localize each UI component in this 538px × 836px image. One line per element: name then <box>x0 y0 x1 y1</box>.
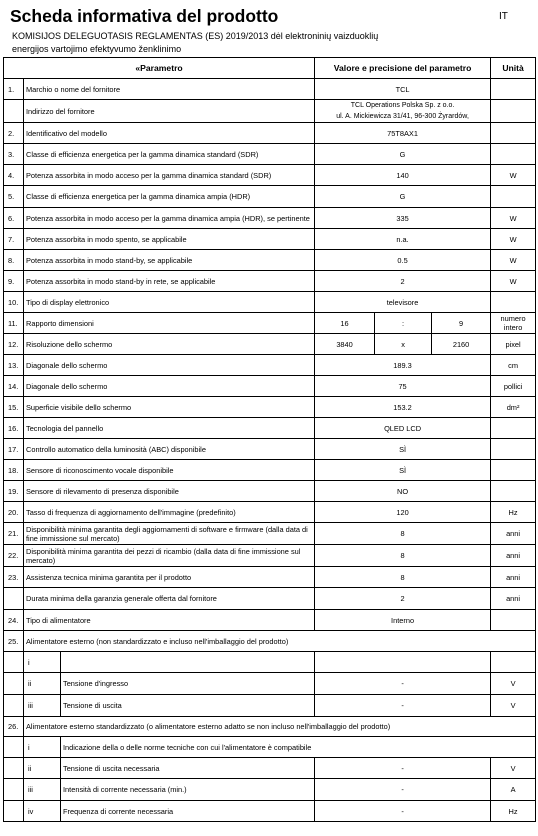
sub-label: Intensità di corrente necessaria (min.) <box>61 779 315 801</box>
sub-value <box>315 652 491 673</box>
row-unit <box>491 610 536 631</box>
table-row <box>4 610 536 631</box>
row-label: Identificativo del modello <box>24 123 315 144</box>
row-value: SÌ <box>315 460 491 481</box>
blank-cell <box>4 673 24 695</box>
table-row <box>4 717 536 737</box>
sub-label: Indicazione della o delle norme tecniche con cui l'alimentatore è compatibile <box>61 737 536 758</box>
row-value: G <box>315 144 491 165</box>
table-row <box>4 165 536 186</box>
row-number: 26. <box>4 717 24 737</box>
row-unit: anni <box>491 588 536 610</box>
table-row <box>4 801 536 822</box>
table-row <box>4 523 536 545</box>
row-unit: cm <box>491 355 536 376</box>
row-number: 13. <box>4 355 24 376</box>
row-label: Durata minima della garanzia generale offerta dal fornitore <box>24 588 315 610</box>
blank-cell <box>4 801 24 822</box>
sub-value: - <box>315 801 491 822</box>
row-label: Tipo di alimentatore <box>24 610 315 631</box>
row-number: 3. <box>4 144 24 165</box>
row-number: 14. <box>4 376 24 397</box>
row-unit <box>491 481 536 502</box>
row-value: 120 <box>315 502 491 523</box>
header-parametro: «Parametro <box>4 58 315 79</box>
table-row <box>4 186 536 208</box>
row-unit <box>491 186 536 208</box>
row-number: 9. <box>4 271 24 292</box>
row-unit <box>491 418 536 439</box>
sub-label: Frequenza di corrente necessaria <box>61 801 315 822</box>
sub-label: Tensione d'ingresso <box>61 673 315 695</box>
table-row <box>4 397 536 418</box>
row-unit: W <box>491 250 536 271</box>
product-info-table <box>3 57 536 822</box>
row-label: Classe di efficienza energetica per la gamma dinamica ampia (HDR) <box>24 186 315 208</box>
row-unit <box>491 292 536 313</box>
row-unit: numero intero <box>491 313 536 334</box>
row-value: Interno <box>315 610 491 631</box>
table-row <box>4 292 536 313</box>
table-row <box>4 208 536 229</box>
row-label: Rapporto dimensioni <box>24 313 315 334</box>
table-row <box>4 144 536 165</box>
row-unit <box>491 79 536 100</box>
row-number: 1. <box>4 79 24 100</box>
row-number <box>4 588 24 610</box>
blank-cell <box>4 758 24 779</box>
table-row <box>4 79 536 100</box>
row-value: SÌ <box>315 439 491 460</box>
row-number: 2. <box>4 123 24 144</box>
row-value: 2 <box>315 271 491 292</box>
table-row <box>4 229 536 250</box>
row-unit <box>491 460 536 481</box>
row-label: Potenza assorbita in modo spento, se applicabile <box>24 229 315 250</box>
row-number: 23. <box>4 567 24 588</box>
row-value: 0.5 <box>315 250 491 271</box>
table-row <box>4 334 536 355</box>
row-value: G <box>315 186 491 208</box>
section-label: Alimentatore esterno (non standardizzato e incluso nell'imballaggio del prodotto) <box>24 631 536 652</box>
sub-numeral: iii <box>24 779 61 801</box>
row-unit: W <box>491 165 536 186</box>
row-label: Controllo automatico della luminosità (ABC) disponibile <box>24 439 315 460</box>
row-unit: Hz <box>491 502 536 523</box>
row-number: 19. <box>4 481 24 502</box>
sub-unit: Hz <box>491 801 536 822</box>
table-row <box>4 123 536 144</box>
row-value: 8 <box>315 567 491 588</box>
row-value: 140 <box>315 165 491 186</box>
value-part-1: 3840 <box>315 334 375 355</box>
row-label: Superficie visibile dello schermo <box>24 397 315 418</box>
header-valore: Valore e precisione del parametro <box>315 58 491 79</box>
value-separator: : <box>375 313 432 334</box>
row-number: 6. <box>4 208 24 229</box>
sub-value: - <box>315 673 491 695</box>
row-label: Potenza assorbita in modo acceso per la gamma dinamica ampia (HDR), se pertinente <box>24 208 315 229</box>
row-unit: pollici <box>491 376 536 397</box>
row-value: 75T8AX1 <box>315 123 491 144</box>
row-number: 10. <box>4 292 24 313</box>
table-header-row <box>4 58 536 79</box>
sub-label: Tensione di uscita <box>61 695 315 717</box>
row-value: 335 <box>315 208 491 229</box>
row-value: n.a. <box>315 229 491 250</box>
row-unit <box>491 439 536 460</box>
table-row <box>4 588 536 610</box>
row-label: Tasso di frequenza di aggiornamento dell'immagine (predefinito) <box>24 502 315 523</box>
row-label: Assistenza tecnica minima garantita per il prodotto <box>24 567 315 588</box>
sub-unit <box>491 652 536 673</box>
table-row <box>4 631 536 652</box>
row-number <box>4 100 24 123</box>
row-label: Sensore di rilevamento di presenza disponibile <box>24 481 315 502</box>
regulation-subtitle: KOMISIJOS DELEGUOTASIS REGLAMENTAS (ES) 2019/2013 dėl elektroninių vaizduoklių energijos vartojimo efektyvumo ženklinimo <box>12 31 379 54</box>
sub-numeral: iii <box>24 695 61 717</box>
row-unit: dm² <box>491 397 536 418</box>
row-unit: anni <box>491 567 536 588</box>
row-label: Risoluzione dello schermo <box>24 334 315 355</box>
row-value: 8 <box>315 545 491 567</box>
table-row <box>4 481 536 502</box>
row-value: TCL <box>315 79 491 100</box>
row-number: 4. <box>4 165 24 186</box>
table-row <box>4 779 536 801</box>
sub-numeral: ii <box>24 673 61 695</box>
row-value: 2 <box>315 588 491 610</box>
row-value: 8 <box>315 523 491 545</box>
row-label: Disponibilità minima garantita dei pezzi di ricambio (dalla data di fine immissione sul mercato) <box>24 545 315 567</box>
address-line-1: TCL Operations Polska Sp. z o.o. <box>350 102 455 109</box>
value-part-2: 9 <box>432 313 491 334</box>
header-unita: Unità <box>491 58 536 79</box>
row-label: Tipo di display elettronico <box>24 292 315 313</box>
table-row <box>4 439 536 460</box>
supplier-address <box>315 100 491 123</box>
table-row <box>4 502 536 523</box>
row-number: 25. <box>4 631 24 652</box>
blank-cell <box>4 652 24 673</box>
row-value: NO <box>315 481 491 502</box>
row-value: televisore <box>315 292 491 313</box>
value-part-1: 16 <box>315 313 375 334</box>
row-number: 17. <box>4 439 24 460</box>
row-label: Sensore di riconoscimento vocale disponibile <box>24 460 315 481</box>
sub-numeral: iv <box>24 801 61 822</box>
row-unit <box>491 100 536 123</box>
row-value: 153.2 <box>315 397 491 418</box>
row-number: 20. <box>4 502 24 523</box>
row-unit: W <box>491 229 536 250</box>
table-row <box>4 355 536 376</box>
table-row <box>4 673 536 695</box>
row-label: Disponibilità minima garantita degli aggiornamenti di software e firmware (dalla data di fine immissione sul mercato) <box>24 523 315 545</box>
row-number: 18. <box>4 460 24 481</box>
row-label: Diagonale dello schermo <box>24 355 315 376</box>
sub-numeral: ii <box>24 758 61 779</box>
row-unit: W <box>491 208 536 229</box>
row-unit <box>491 123 536 144</box>
sub-label: Tensione di uscita necessaria <box>61 758 315 779</box>
table-row <box>4 460 536 481</box>
row-number: 5. <box>4 186 24 208</box>
sub-unit: V <box>491 695 536 717</box>
sub-numeral: i <box>24 652 61 673</box>
row-number: 24. <box>4 610 24 631</box>
row-number: 7. <box>4 229 24 250</box>
row-value: 189.3 <box>315 355 491 376</box>
sub-label <box>61 652 315 673</box>
value-separator: x <box>375 334 432 355</box>
table-row <box>4 695 536 717</box>
row-number: 21. <box>4 523 24 545</box>
table-row <box>4 652 536 673</box>
row-label: Marchio o nome del fornitore <box>24 79 315 100</box>
row-label: Potenza assorbita in modo acceso per la gamma dinamica standard (SDR) <box>24 165 315 186</box>
row-unit: anni <box>491 523 536 545</box>
table-row <box>4 545 536 567</box>
row-label: Diagonale dello schermo <box>24 376 315 397</box>
blank-cell <box>4 779 24 801</box>
blank-cell <box>4 737 24 758</box>
table-row <box>4 737 536 758</box>
row-label: Potenza assorbita in modo stand-by in rete, se applicabile <box>24 271 315 292</box>
value-part-2: 2160 <box>432 334 491 355</box>
sub-value: - <box>315 779 491 801</box>
row-unit: W <box>491 271 536 292</box>
row-unit: pixel <box>491 334 536 355</box>
page-title: Scheda informativa del prodotto <box>10 6 279 26</box>
table-row <box>4 376 536 397</box>
table-row <box>4 567 536 588</box>
row-number: 8. <box>4 250 24 271</box>
sub-numeral: i <box>24 737 61 758</box>
sub-value: - <box>315 758 491 779</box>
row-number: 16. <box>4 418 24 439</box>
sub-unit: V <box>491 758 536 779</box>
row-label: Classe di efficienza energetica per la gamma dinamica standard (SDR) <box>24 144 315 165</box>
row-unit: anni <box>491 545 536 567</box>
row-label: Indirizzo del fornitore <box>24 100 315 123</box>
row-number: 11. <box>4 313 24 334</box>
sub-unit: A <box>491 779 536 801</box>
language-code: IT <box>499 11 508 22</box>
sub-value: - <box>315 695 491 717</box>
table-row <box>4 100 536 123</box>
sub-unit: V <box>491 673 536 695</box>
table-row <box>4 313 536 334</box>
row-value: 75 <box>315 376 491 397</box>
table-row <box>4 758 536 779</box>
row-value: QLED LCD <box>315 418 491 439</box>
row-number: 15. <box>4 397 24 418</box>
table-row <box>4 271 536 292</box>
row-label: Tecnologia del pannello <box>24 418 315 439</box>
row-unit <box>491 144 536 165</box>
section-label: Alimentatore esterno standardizzato (o alimentatore esterno adatto se non incluso nell'imballaggio del prodotto) <box>24 717 536 737</box>
row-label: Potenza assorbita in modo stand-by, se applicabile <box>24 250 315 271</box>
address-line-2: ul. A. Mickiewicza 31/41, 96-300 Żyrardów, <box>336 113 469 120</box>
table-row <box>4 250 536 271</box>
row-number: 12. <box>4 334 24 355</box>
row-number: 22. <box>4 545 24 567</box>
table-row <box>4 418 536 439</box>
blank-cell <box>4 695 24 717</box>
